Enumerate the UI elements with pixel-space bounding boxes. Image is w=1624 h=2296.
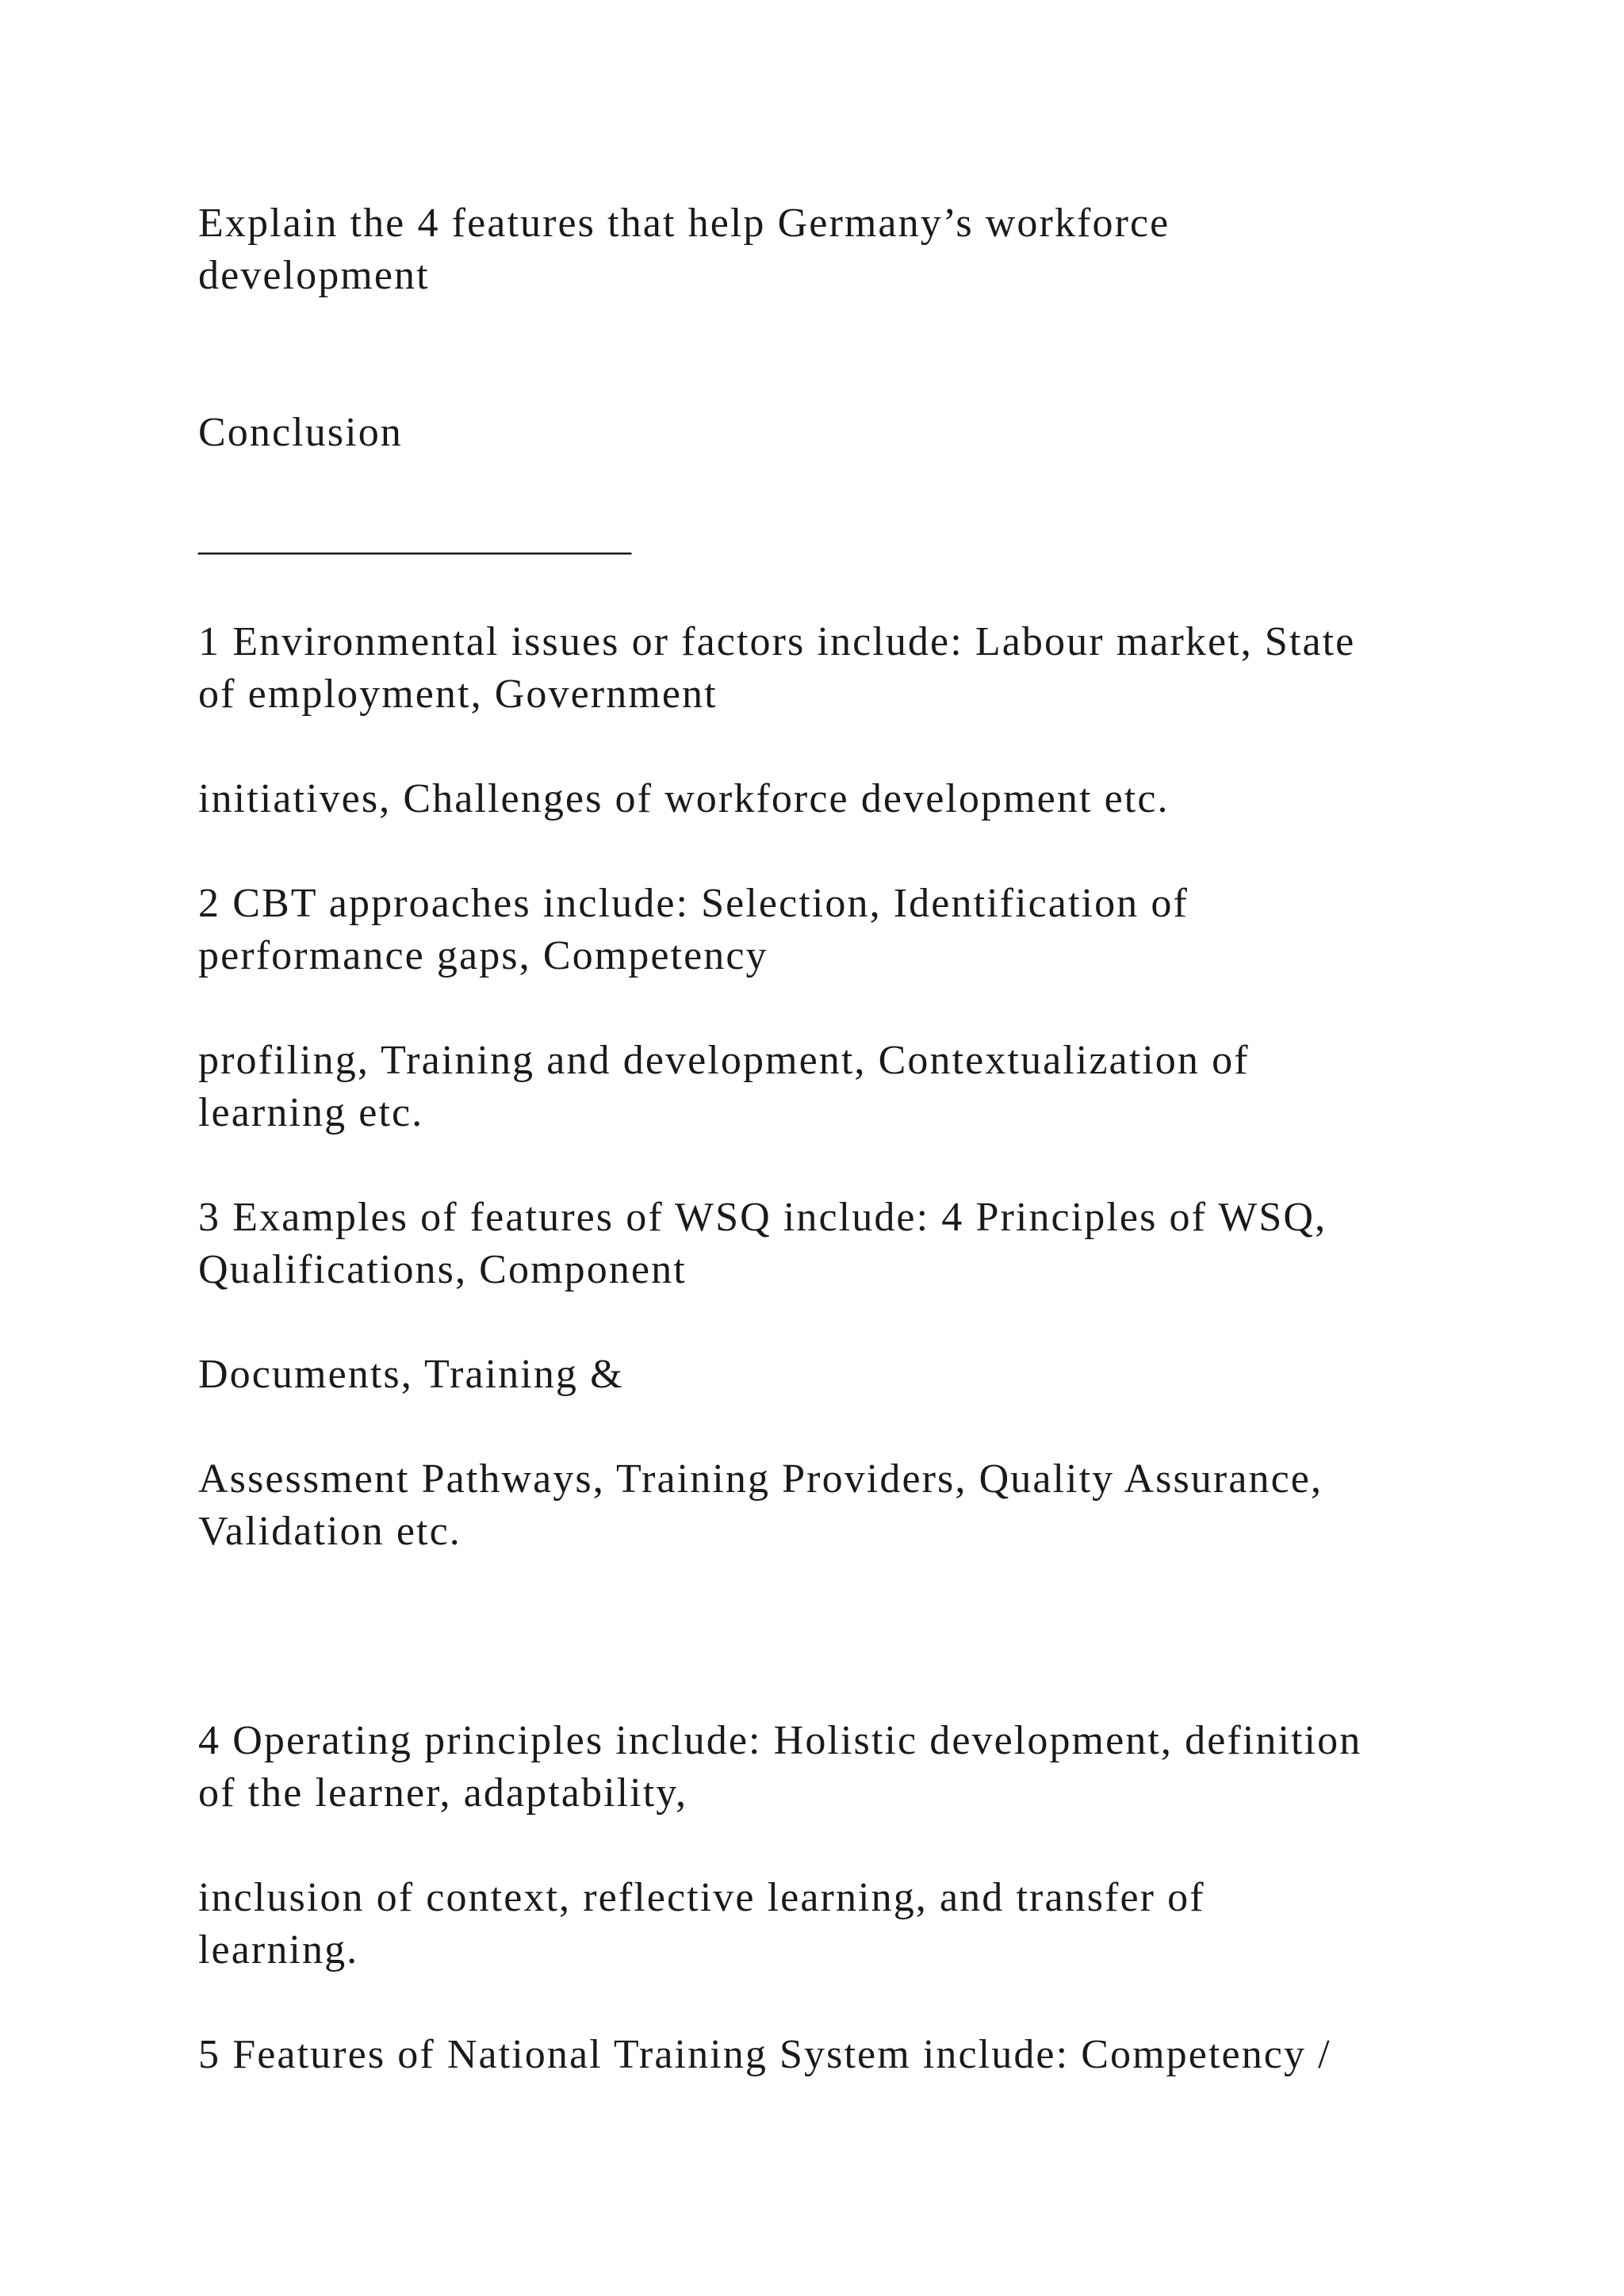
heading-line-1: Explain the 4 features that help Germany’s workforce [198,201,1170,246]
footnote-1-line-2: of employment, Government [198,672,718,717]
footnote-2-line-1: 2 CBT approaches include: Selection, Identification of [198,881,1189,926]
footnote-separator: _____________________ [198,514,631,559]
footnote-1-line-3: initiatives, Challenges of workforce development etc. [198,776,1170,821]
footnote-2-line-3: profiling, Training and development, Contextualization of [198,1038,1250,1083]
conclusion-heading: Conclusion [198,410,403,455]
footnote-2-line-4: learning etc. [198,1090,424,1135]
footnote-1-line-1: 1 Environmental issues or factors include: Labour market, State [198,619,1356,664]
footnote-4-line-3: inclusion of context, reflective learning, and transfer of [198,1875,1205,1920]
footnote-4-line-1: 4 Operating principles include: Holistic development, definition [198,1718,1362,1763]
footnote-4-line-2: of the learner, adaptability, [198,1770,688,1816]
footnote-3-line-4: Assessment Pathways, Training Providers, Quality Assurance, [198,1456,1323,1502]
footnote-4-line-4: learning. [198,1927,359,1973]
footnote-3-line-2: Qualifications, Component [198,1247,687,1292]
footnote-3-line-3: Documents, Training & [198,1352,624,1397]
footnote-5-line-1: 5 Features of National Training System include: Competency / [198,2032,1331,2077]
heading-line-2: development [198,253,430,298]
footnote-3-line-5: Validation etc. [198,1509,462,1554]
footnote-2-line-2: performance gaps, Competency [198,933,768,978]
footnote-3-line-1: 3 Examples of features of WSQ include: 4 Principles of WSQ, [198,1195,1327,1240]
